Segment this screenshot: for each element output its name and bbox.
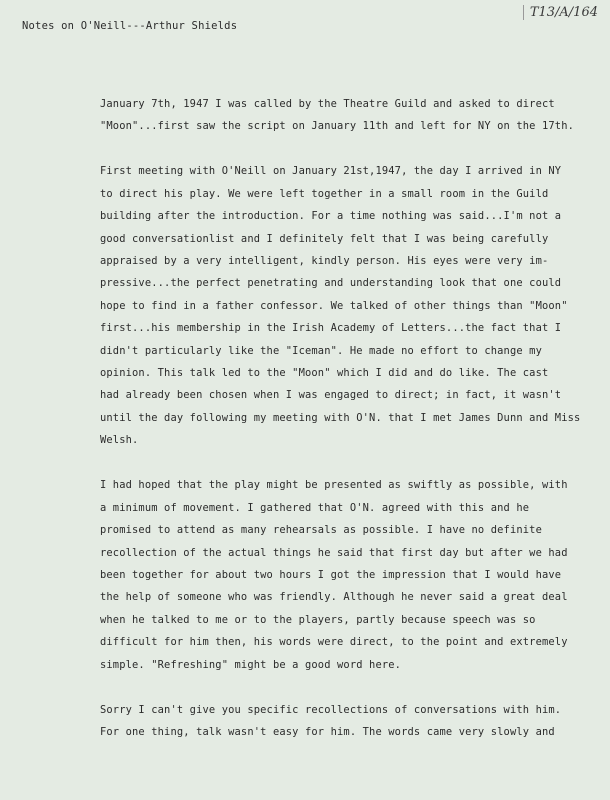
text-line: Welsh.	[100, 434, 139, 447]
text-line: difficult for him then, his words were direct, to the point and extremely	[100, 636, 568, 649]
text-line: opinion. This talk led to the "Moon" which I did and do like. The cast	[100, 367, 549, 380]
text-line: Sorry I can't give you specific recollections of conversations with him.	[100, 703, 562, 716]
text-line: a minimum of movement. I gathered that O'N. agreed with this and he	[100, 501, 530, 514]
text-line: "Moon"...first saw the script on January 11th and left for NY on the 17th.	[100, 120, 575, 133]
paragraph-3	[100, 474, 600, 676]
text-line: recollection of the actual things he said that first day but after we had	[100, 546, 568, 559]
text-line: I had hoped that the play might be presented as swiftly as possible, with	[100, 479, 568, 492]
archive-reference-mark: T13/A/164	[523, 5, 598, 20]
text-line: didn't particularly like the "Iceman". He made no effort to change my	[100, 344, 542, 357]
text-line: when he talked to me or to the players, partly because speech was so	[100, 613, 536, 626]
text-line: had already been chosen when I was engaged to direct; in fact, it wasn't	[100, 389, 562, 402]
text-line: simple. "Refreshing" might be a good word here.	[100, 658, 402, 671]
text-line: promised to attend as many rehearsals as possible. I have no definite	[100, 524, 542, 537]
paragraph-1	[100, 93, 600, 138]
text-line: to direct his play. We were left together in a small room in the Guild	[100, 187, 549, 200]
text-line: appraised by a very intelligent, kindly person. His eyes were very im-	[100, 255, 549, 268]
text-line: January 7th, 1947 I was called by the Theatre Guild and asked to direct	[100, 98, 555, 110]
text-line: First meeting with O'Neill on January 21st,1947, the day I arrived in NY	[100, 165, 562, 178]
paragraph-4	[100, 699, 600, 744]
text-line: until the day following my meeting with O'N. that I met James Dunn and Miss	[100, 411, 581, 424]
document-body	[100, 93, 600, 766]
text-line: pressive...the perfect penetrating and understanding look that one could	[100, 277, 562, 290]
text-line: hope to find in a father confessor. We talked of other things than "Moon"	[100, 299, 568, 312]
document-header: Notes on O'Neill---Arthur Shields	[22, 20, 238, 32]
text-line: building after the introduction. For a time nothing was said...I'm not a	[100, 210, 562, 223]
text-line: the help of someone who was friendly. Although he never said a great deal	[100, 591, 568, 604]
paragraph-2	[100, 160, 600, 451]
text-line: good conversationlist and I definitely felt that I was being carefully	[100, 232, 549, 245]
text-line: For one thing, talk wasn't easy for him. The words came very slowly and	[100, 725, 555, 738]
text-line: first...his membership in the Irish Academy of Letters...the fact that I	[100, 322, 562, 335]
text-line: been together for about two hours I got the impression that I would have	[100, 568, 562, 581]
